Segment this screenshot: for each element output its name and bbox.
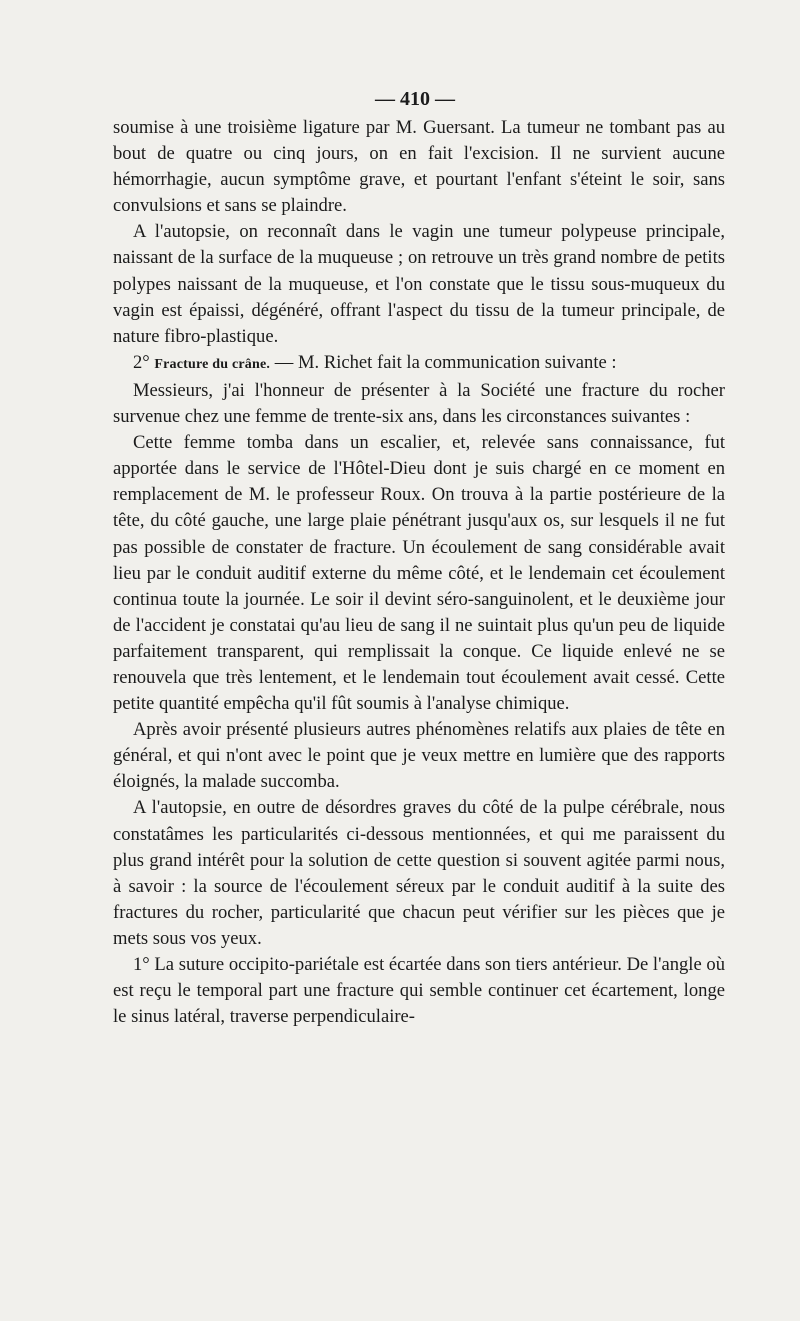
- page-number: — 410 —: [375, 88, 455, 110]
- paragraph-death: Après avoir présenté plusieurs autres phénomènes relatifs aux plaies de tête en général, et qui n'ont avec le point que je veux mettre en lumière que des rapports éloignés, la malade succomba.: [113, 719, 725, 793]
- section-intro: — M. Richet fait la communication suivante :: [270, 351, 617, 373]
- paragraph-presentation: Messieurs, j'ai l'honneur de présenter à la Société une fracture du rocher survenue chez une femme de trente-six ans, dans les circonstances suivantes :: [113, 379, 725, 428]
- paragraph-case-history: Cette femme tomba dans un escalier, et, relevée sans connaissance, fut apportée dans le service de l'Hôtel-Dieu dont je suis chargé en ce moment en remplacement de M. le professeur Roux. On trouva à la partie postérieure de la tête, du côté gauche, une large plaie pénétrant jusqu'aux os, sur lesquels il ne fut pas possible de constater de fracture. Un écoulement de sang considérable avait lieu par le conduit auditif externe du même côté, et le lendemain cet écoulement continua toute la journée. Le soir il devint séro-sanguinolent, et le deuxième jour de l'accident je constatai qu'au lieu de sang il ne suintait plus qu'un peu de liquide parfaitement transparent, qui remplissait la conque. Ce liquide enlevé ne se renouvela que très lentement, et le lendemain tout écoulement avait cessé. Cette petite quantité empêcha qu'il fût soumis à l'analyse chimique.: [113, 432, 725, 715]
- section-title: Fracture du crâne.: [154, 356, 271, 372]
- paragraph-finding-one: 1° La suture occipito-pariétale est écartée dans son tiers antérieur. De l'angle où est reçu le temporal part une fracture qui semble continuer cet écartement, longe le sinus latéral, traverse perpendiculaire-: [113, 954, 725, 1028]
- body-text: [113, 115, 725, 1030]
- section-number: 2°: [133, 351, 150, 373]
- paragraph-continuation: soumise à une troisième ligature par M. Guersant. La tumeur ne tombant pas au bout de quatre ou cinq jours, on en fait l'excision. Il ne survient aucune hémorrhagie, aucun symptôme grave, et pourtant l'enfant s'éteint le soir, sans convulsions et sans se plaindre.: [113, 117, 725, 217]
- section-heading-paragraph: [113, 350, 725, 378]
- paragraph-autopsy-vagina: A l'autopsie, on reconnaît dans le vagin une tumeur polypeuse principale, naissant de la surface de la muqueuse ; on retrouve un très grand nombre de petits polypes naissant de la muqueuse, et l'on constate que le tissu sous-muqueux du vagin est épaissi, dégénéré, offrant l'aspect du tissu de la tumeur principale, de nature fibro-plastique.: [113, 221, 725, 347]
- paragraph-autopsy-skull: A l'autopsie, en outre de désordres graves du côté de la pulpe cérébrale, nous constatâmes les particularités ci-dessous mentionnées, et qui me paraissent du plus grand intérêt pour la solution de cette question si souvent agitée parmi nous, à savoir : la source de l'écoulement séreux par le conduit auditif à la suite des fractures du rocher, particularité que chacun peut vérifier sur les pièces que je mets sous vos yeux.: [113, 797, 725, 949]
